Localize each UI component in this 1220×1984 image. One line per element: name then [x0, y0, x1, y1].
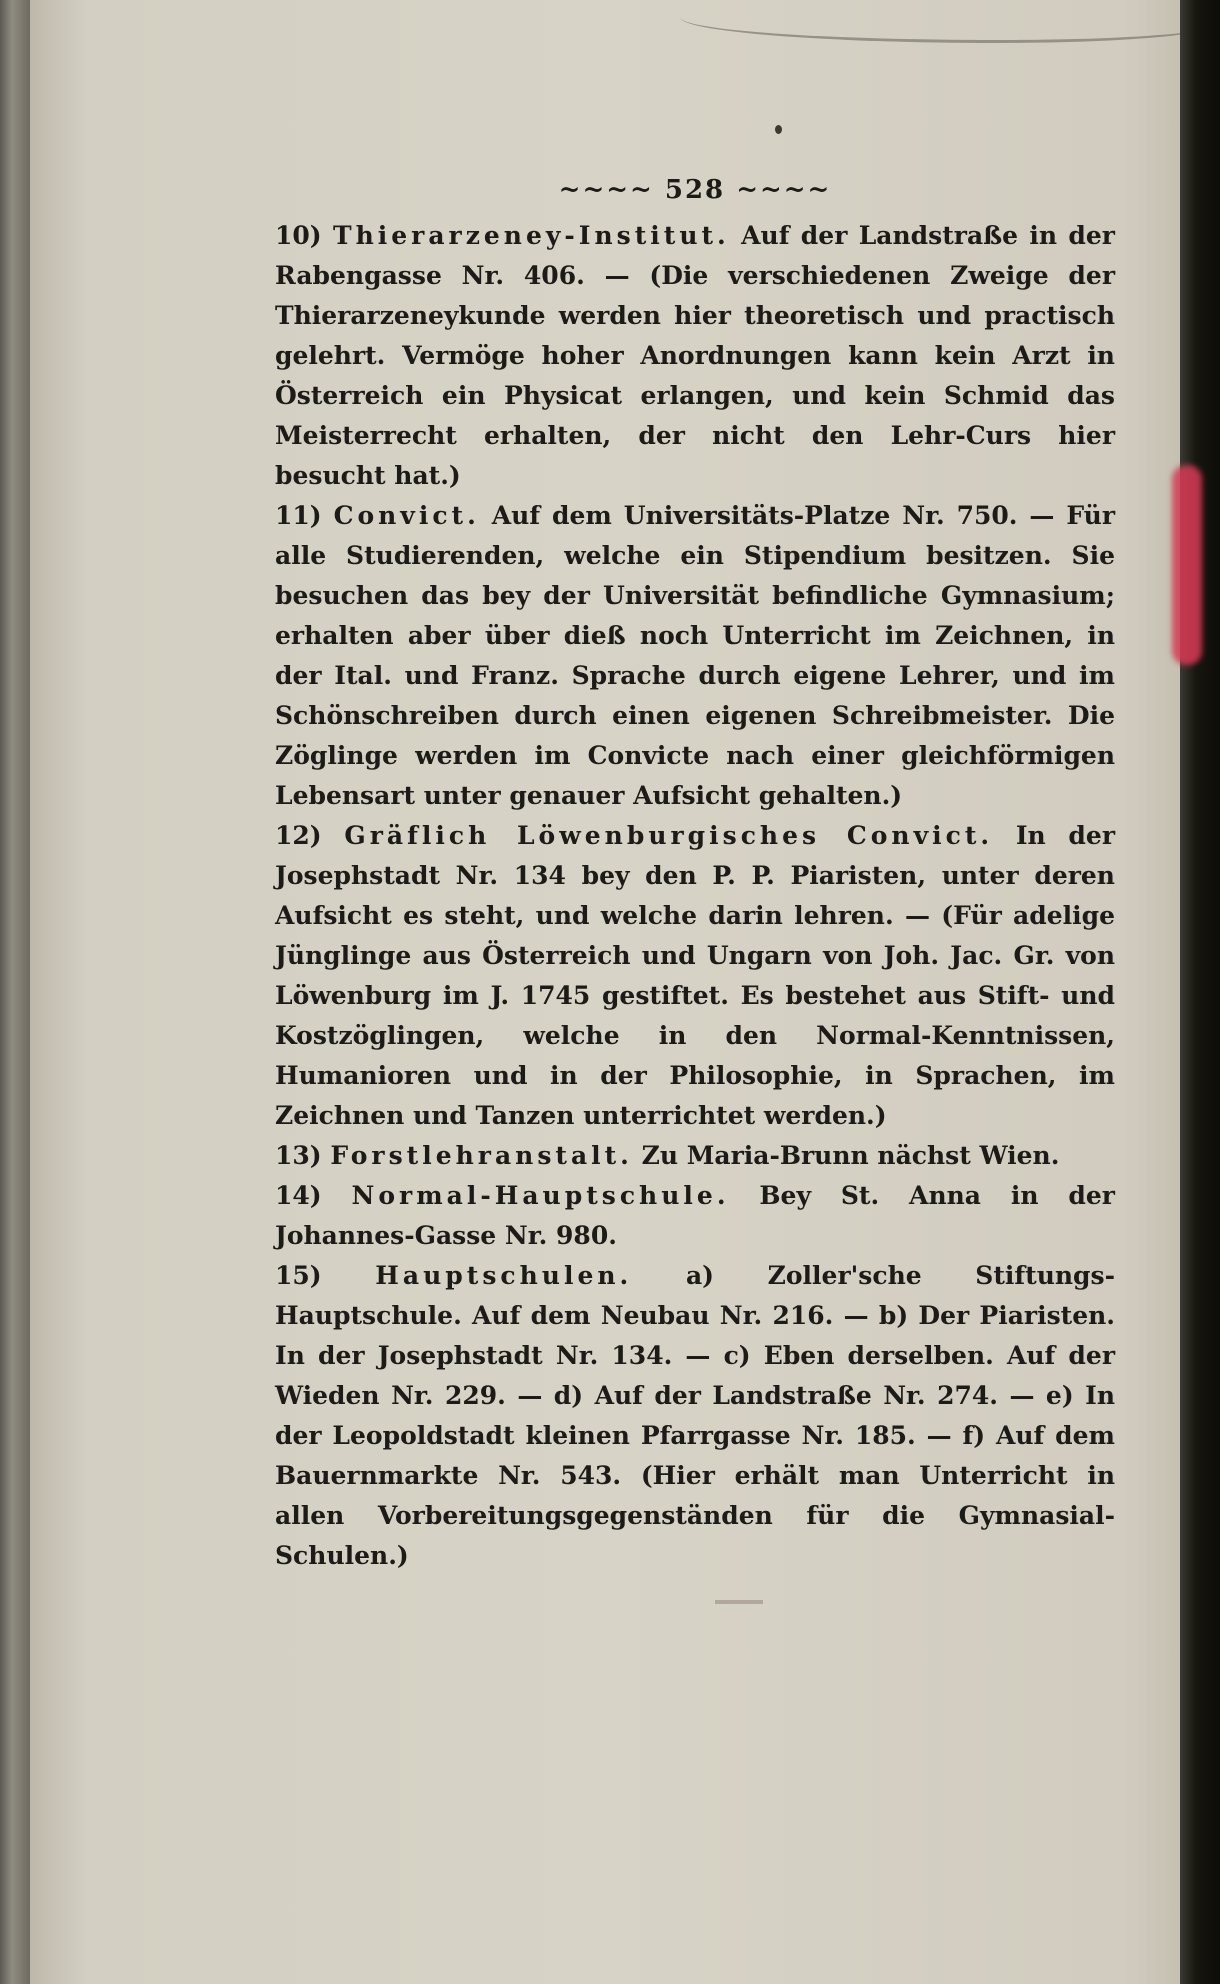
entry-title: Hauptschulen.	[375, 1261, 633, 1290]
entry-number: 10)	[275, 221, 322, 250]
binding-edge	[1180, 0, 1220, 1984]
page-number: 528	[664, 175, 726, 205]
previous-page-edge	[0, 0, 30, 1984]
entry-number: 14)	[275, 1181, 322, 1210]
entry-body: Auf der Landstraße in der Rabengasse Nr. 406. — (Die verschiedenen Zweige der Thierarzeneykunde werden hier theoretisch und practisch gelehrt. Vermöge hoher Anordnungen kann kein Arzt in Österreich ein Physicat erlangen, und kein Schmid das Meisterrecht erhalten, der nicht den Lehr-Curs hier besucht hat.)	[275, 221, 1115, 490]
entry-10	[275, 216, 1115, 496]
entry-body: Bey St. Anna in der Johannes-Gasse Nr. 980.	[275, 1181, 1115, 1250]
page-curl-shadow	[680, 0, 1210, 43]
entry-title: Gräflich Löwenburgisches Convict.	[344, 821, 994, 850]
entry-body: a) Zoller'sche Stiftungs-Hauptschule. Auf dem Neubau Nr. 216. — b) Der Piaristen. In der Josephstadt Nr. 134. — c) Eben derselben. Auf der Wieden Nr. 229. — d) Auf der Landstraße Nr. 274. — e) In der Leopoldstadt kleinen Pfarrgasse Nr. 185. — f) Auf dem Bauernmarkte Nr. 543. (Hier erhält man Unterricht in allen Vorbereitungsgegenständen für die Gymnasial-Schulen.)	[275, 1261, 1115, 1570]
entry-body: Zu Maria-Brunn nächst Wien.	[641, 1141, 1060, 1170]
entry-12	[275, 816, 1115, 1136]
entry-title: Thierarzeney-Institut.	[332, 221, 730, 250]
entry-number: 12)	[275, 821, 322, 850]
red-bookmark-stain	[1172, 465, 1202, 665]
page-header	[275, 170, 1115, 210]
entry-title: Forstlehranstalt.	[330, 1141, 633, 1170]
footer-smudge	[715, 1600, 763, 1604]
page-text	[275, 170, 1115, 1576]
entry-14	[275, 1176, 1115, 1256]
header-ornament-left: ~~~~	[558, 175, 654, 205]
entry-body: Auf dem Universitäts-Platze Nr. 750. — Für alle Studierenden, welche ein Stipendium besitzen. Sie besuchen das bey der Universität befindliche Gymnasium; erhalten aber über dieß noch Unterricht im Zeichnen, in der Ital. und Franz. Sprache durch eigene Lehrer, und im Schönschreiben durch einen eigenen Schreibmeister. Die Zöglinge werden im Convicte nach einer gleichförmigen Lebensart unter genauer Aufsicht gehalten.)	[275, 501, 1115, 810]
entry-15	[275, 1256, 1115, 1576]
entry-number: 15)	[275, 1261, 322, 1290]
entry-13	[275, 1136, 1115, 1176]
entry-number: 11)	[275, 501, 322, 530]
entry-title: Normal-Hauptschule.	[351, 1181, 730, 1210]
header-ornament-right: ~~~~	[736, 175, 832, 205]
ink-speck	[775, 125, 782, 134]
entry-number: 13)	[275, 1141, 322, 1170]
entry-body: In der Josephstadt Nr. 134 bey den P. P. Piaristen, unter deren Aufsicht es steht, und welche darin lehren. — (Für adelige Jünglinge aus Österreich und Ungarn von Joh. Jac. Gr. von Löwenburg im J. 1745 gestiftet. Es bestehet aus Stift- und Kostzöglingen, welche in den Normal-Kenntnissen, Humanioren und in der Philosophie, in Sprachen, im Zeichnen und Tanzen unterrichtet werden.)	[275, 821, 1115, 1130]
entry-title: Convict.	[333, 501, 480, 530]
entry-11	[275, 496, 1115, 816]
